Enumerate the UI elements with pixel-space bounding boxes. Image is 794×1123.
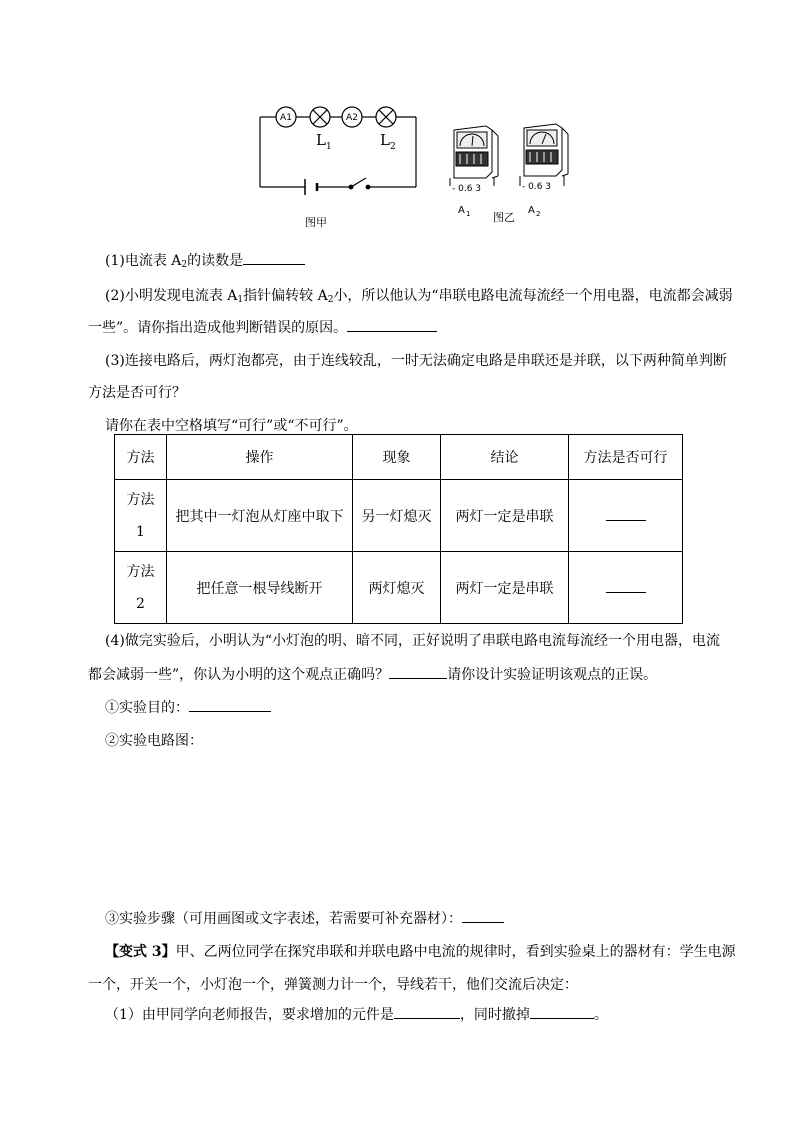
q1-text: (1)电流表 A <box>105 253 182 269</box>
circuit-diagram <box>250 98 425 233</box>
q2-line1-post: 小，所以他认为“串联电路电流每流经一个用电器，电流都会减弱 <box>333 288 733 304</box>
question-3-line1: (3)连接电路后，两灯泡都亮，由于连线较乱，一时无法确定电路是串联还是并联，以下两种简单判断 <box>105 353 727 369</box>
variant-q1-blank-2[interactable] <box>530 1004 594 1019</box>
row1-operation: 把其中一灯泡从灯座中取下 <box>167 480 353 552</box>
question-3-instruction: 请你在表中空格填写“可行”或“不可行”。 <box>105 418 358 434</box>
ammeter-a1-device <box>450 126 498 186</box>
purpose-answer-blank[interactable] <box>189 697 271 712</box>
ammeter-a1-label: A1 <box>280 113 292 123</box>
row2-method: 方法 2 <box>115 552 167 624</box>
row1-feasible-blank[interactable] <box>569 480 683 552</box>
table-row <box>115 480 683 552</box>
lamp-l2-sub: 2 <box>390 142 396 152</box>
steps-answer-blank[interactable] <box>462 908 504 923</box>
figure-a-caption: 图甲 <box>305 216 327 229</box>
question-4-line1: (4)做完实验后，小明认为“小灯泡的明、暗不同，正好说明了串联电路电流每流经一个用电器，电流 <box>105 633 720 649</box>
lamp-l2-label: L <box>380 131 390 149</box>
meter1-label-sub: 1 <box>466 210 471 218</box>
variant-3-line1 <box>105 941 736 961</box>
variant-q1-blank-1[interactable] <box>394 1004 460 1019</box>
q1-answer-blank[interactable] <box>243 250 305 265</box>
question-4-line2 <box>88 664 657 684</box>
variant-tag: 【变式 3】 <box>105 944 176 960</box>
meter2-label-sub: 2 <box>536 210 541 218</box>
header-operation: 操作 <box>167 435 353 480</box>
ammeter-a2-device <box>520 124 568 186</box>
q2-pre: (2)小明发现电流表 A <box>105 288 238 304</box>
meter1-scale: - 0.6 3 <box>452 184 482 194</box>
row2-operation: 把任意一根导线断开 <box>167 552 353 624</box>
question-3-line2: 方法是否可行？ <box>88 385 186 401</box>
q4-line2-post: 请你设计实验证明该观点的正误。 <box>447 667 658 683</box>
experiment-steps: ③实验步骤（可用画图或文字表述，若需要可补充器材）： <box>105 908 504 928</box>
question-1 <box>105 250 305 270</box>
header-phenomenon: 现象 <box>353 435 441 480</box>
variant-question-1: （1）由甲同学向老师报告，要求增加的元件是 ，同时撤掉 。 <box>105 1004 608 1024</box>
row1-method: 方法 1 <box>115 480 167 552</box>
table-row <box>115 552 683 624</box>
header-method: 方法 <box>115 435 167 480</box>
experiment-purpose: ①实验目的： <box>105 697 271 717</box>
figure-b-caption: 图乙 <box>493 211 515 224</box>
q2-answer-blank[interactable] <box>347 317 437 332</box>
q4-line2-pre: 都会减弱一些”，你认为小明的这个观点正确吗？ <box>88 667 390 683</box>
q2-mid: 指针偏转较 A <box>243 288 328 304</box>
question-2-line2 <box>88 317 437 337</box>
q1-sub: 2 <box>181 260 188 270</box>
row2-conclusion: 两灯一定是串联 <box>441 552 569 624</box>
variant-3-line2: 一个，开关一个，小灯泡一个，弹簧测力计一个，导线若干，他们交流后决定： <box>88 977 578 993</box>
question-2-line1 <box>105 285 733 305</box>
q2-sub1: 1 <box>237 295 244 305</box>
lamp-l1-sub: 1 <box>326 142 332 152</box>
q2-line2: 一些”。请你指出造成他判断错误的原因。 <box>88 320 348 336</box>
q2-sub2: 2 <box>327 295 334 305</box>
q4-answer-blank[interactable] <box>389 664 447 679</box>
row1-conclusion: 两灯一定是串联 <box>441 480 569 552</box>
meter1-label: A <box>458 205 465 216</box>
meter2-scale: - 0.6 3 <box>522 182 552 192</box>
row1-phenomenon: 另一灯熄灭 <box>353 480 441 552</box>
q1-post: 的读数是 <box>187 253 244 269</box>
method-table <box>114 434 683 624</box>
row2-feasible-blank[interactable] <box>569 552 683 624</box>
meter2-label: A <box>528 205 535 216</box>
experiment-circuit: ②实验电路图： <box>105 733 203 749</box>
row2-phenomenon: 两灯熄灭 <box>353 552 441 624</box>
header-conclusion: 结论 <box>441 435 569 480</box>
ammeter-panel <box>442 120 592 228</box>
variant-line1: 甲、乙两位同学在探究串联和并联电路中电流的规律时，看到实验桌上的器材有：学生电源 <box>175 944 736 960</box>
lamp-l1-label: L <box>316 131 326 149</box>
ammeter-a2-label: A2 <box>346 113 358 123</box>
header-feasible: 方法是否可行 <box>569 435 683 480</box>
table-header-row <box>115 435 683 480</box>
